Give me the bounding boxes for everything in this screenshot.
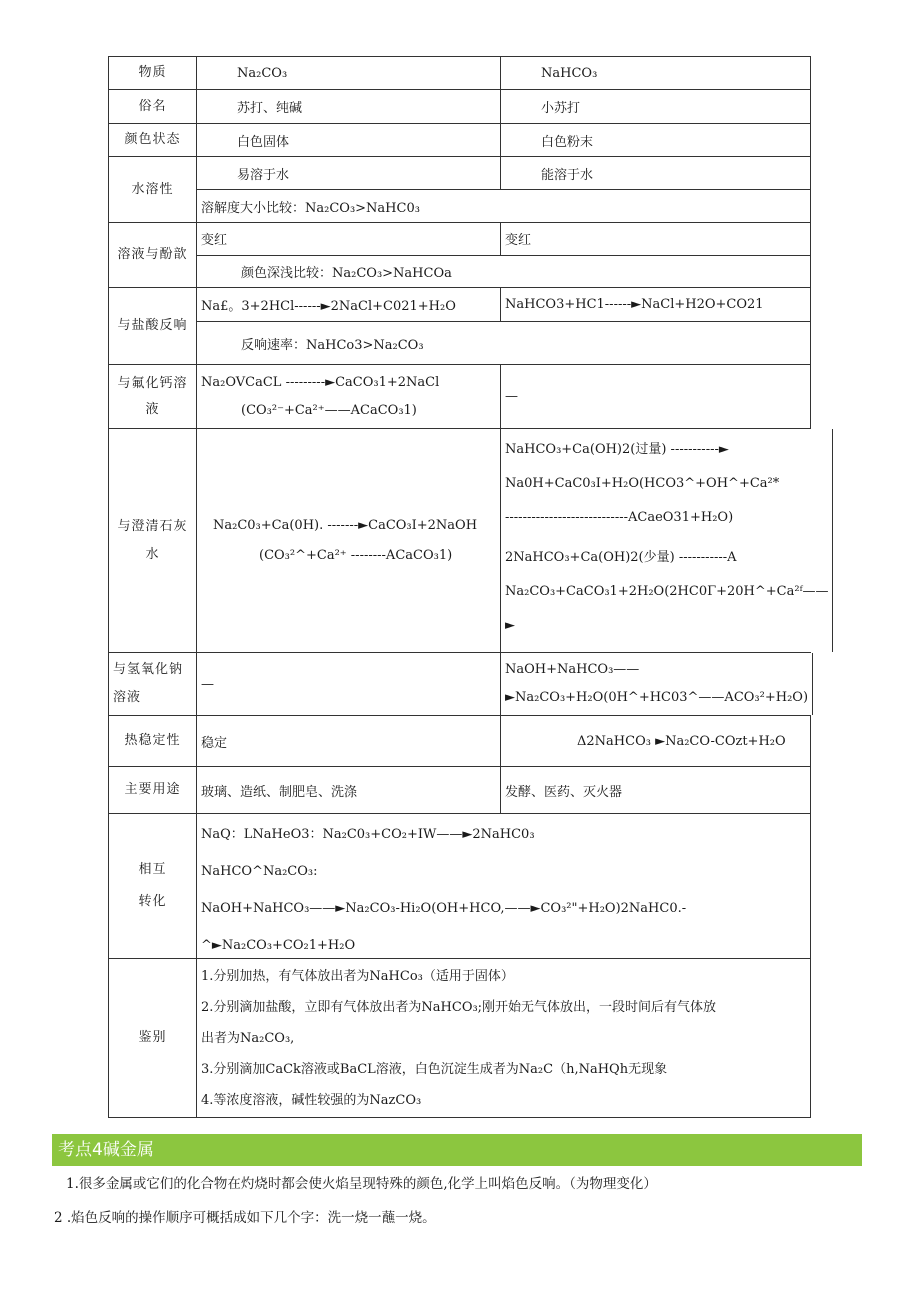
section-heading: 考点4碱金属: [52, 1134, 862, 1166]
table-row: [109, 814, 811, 959]
cell-na2co3: —: [197, 653, 501, 715]
table-row: [109, 716, 811, 767]
cell-na2co3: Na₂C0₃+Ca(0H). -------►CaCO₃I+2NaOH (CO₃²^+Ca²⁺ --------ACaCO₃1): [197, 429, 501, 652]
table-row: [109, 429, 829, 653]
row-label: 物质: [109, 57, 197, 89]
cell-identification: 1.分别加热，有气体放出者为NaHCo₃（适用于固体） 2.分别滴加盐酸，立即有气体放出者为NaHCO₃;刚开始无气体放出，一段时间后有气体放 出者为Na₂CO₃, 3.分别滴加CaCk溶液或BaCL溶液，白色沉淀生成者为Na₂C（h,NaHQh无现象 4.等浓度溶液，碱性较强的为NazCO₃: [197, 959, 811, 1118]
row-label: 鉴别: [109, 959, 197, 1117]
cell-nahco3: 能溶于水: [501, 157, 811, 189]
cell-na2co3: Na₂CO₃: [197, 57, 501, 89]
cell-na2co3: 白色固体: [197, 124, 501, 156]
table-row: [109, 124, 811, 157]
cell-na2co3: 玻璃、造纸、制肥皂、洗涤: [197, 767, 501, 813]
cell-na2co3: 稳定: [197, 716, 501, 766]
cell-na2co3: 易溶于水: [197, 157, 501, 189]
cell-nahco3: NaHCO₃: [501, 57, 811, 89]
cell-nahco3: Δ2NaHCO₃ ►Na₂CO-COzt+H₂O: [501, 716, 811, 766]
paragraph-1: 1.很多金属或它们的化合物在灼烧时都会使火焰呈现特殊的颜色,化学上叫焰色反响。（为物理变化）: [66, 1176, 657, 1192]
cell-nahco3: 发酵、医药、灭火器: [501, 767, 811, 813]
paragraph-2: 2 .焰色反响的操作顺序可概括成如下几个字：洗一烧一蘸一烧。: [54, 1210, 436, 1226]
row-label: 主要用途: [109, 767, 197, 813]
cell-nahco3: 白色粉末: [501, 124, 811, 156]
cell-nahco3: NaOH+NaHCO₃—— ►Na₂CO₃+H₂O(0H^+HC03^——ACO₃²+H₂O): [501, 653, 813, 715]
row-label: 与盐酸反响: [109, 288, 197, 364]
row-label: 与澄清石灰水: [109, 429, 197, 652]
table-row: [109, 959, 811, 1118]
cell-na2co3: Na£。3+2HCl------►2NaCl+C021+H₂O: [197, 288, 501, 321]
cell-conversion: NaQ：LNaHeO3：Na₂C0₃+CO₂+IW——►2NaHC0₃ NaHCO^Na₂CO₃: NaOH+NaHCO₃——►Na₂CO₃-Hi₂O(OH+HCO,——►CO₃²"+H₂O)2NaHC0.- ^►Na₂CO₃+CO₂1+H₂O: [197, 814, 811, 966]
cell-nahco3: 小苏打: [501, 90, 811, 123]
row-label: 颜色状态: [109, 124, 197, 156]
table-row: [109, 288, 811, 365]
row-label: 热稳定性: [109, 716, 197, 766]
cell-na2co3: 变红: [197, 223, 501, 255]
table-row: [109, 767, 811, 814]
cell-nahco3: —: [501, 365, 811, 428]
cell-comparison: 反响速率：NaHCo3>Na₂CO₃: [197, 322, 811, 364]
cell-nahco3: NaHCO3+HC1------►NaCl+H2O+CO21: [501, 288, 811, 321]
row-label: 相互转化: [109, 814, 197, 958]
row-label: 俗名: [109, 90, 197, 123]
cell-na2co3: 苏打、纯碱: [197, 90, 501, 123]
table-row: [109, 90, 811, 124]
table-row: [109, 365, 811, 429]
row-label: 水溶性: [109, 157, 197, 222]
table-row: [109, 653, 811, 716]
table-row: [109, 157, 811, 223]
table-row: [109, 223, 811, 288]
row-label: 溶液与酚歆: [109, 223, 197, 287]
cell-comparison: 颜色深浅比较：Na₂CO₃>NaHCOa: [197, 256, 811, 288]
cell-nahco3: 变红: [501, 223, 811, 255]
row-label: 与氢氧化钠溶液: [109, 653, 197, 715]
cell-na2co3: Na₂OVCaCL ---------►CaCO₃1+2NaCl (CO₃²⁻+Ca²⁺——ACaCO₃1): [197, 365, 501, 428]
cell-nahco3: NaHCO₃+Ca(OH)2(过量) -----------► Na0H+CaC0₃I+H₂O(HCO3^+OH^+Ca²* ----------------------------ACaeO31+H₂O) 2NaHCO₃+Ca(OH)2(少量) -----------A Na₂CO₃+CaCO₃1+2H₂O(2HC0Γ+20H^+Ca²ᶠ—— ►: [501, 429, 833, 652]
comparison-table: [108, 56, 829, 1118]
row-label: 与氟化钙溶液: [109, 365, 197, 428]
table-row: [109, 57, 811, 90]
cell-comparison: 溶解度大小比较：Na₂CO₃>NaHC0₃: [197, 190, 811, 222]
